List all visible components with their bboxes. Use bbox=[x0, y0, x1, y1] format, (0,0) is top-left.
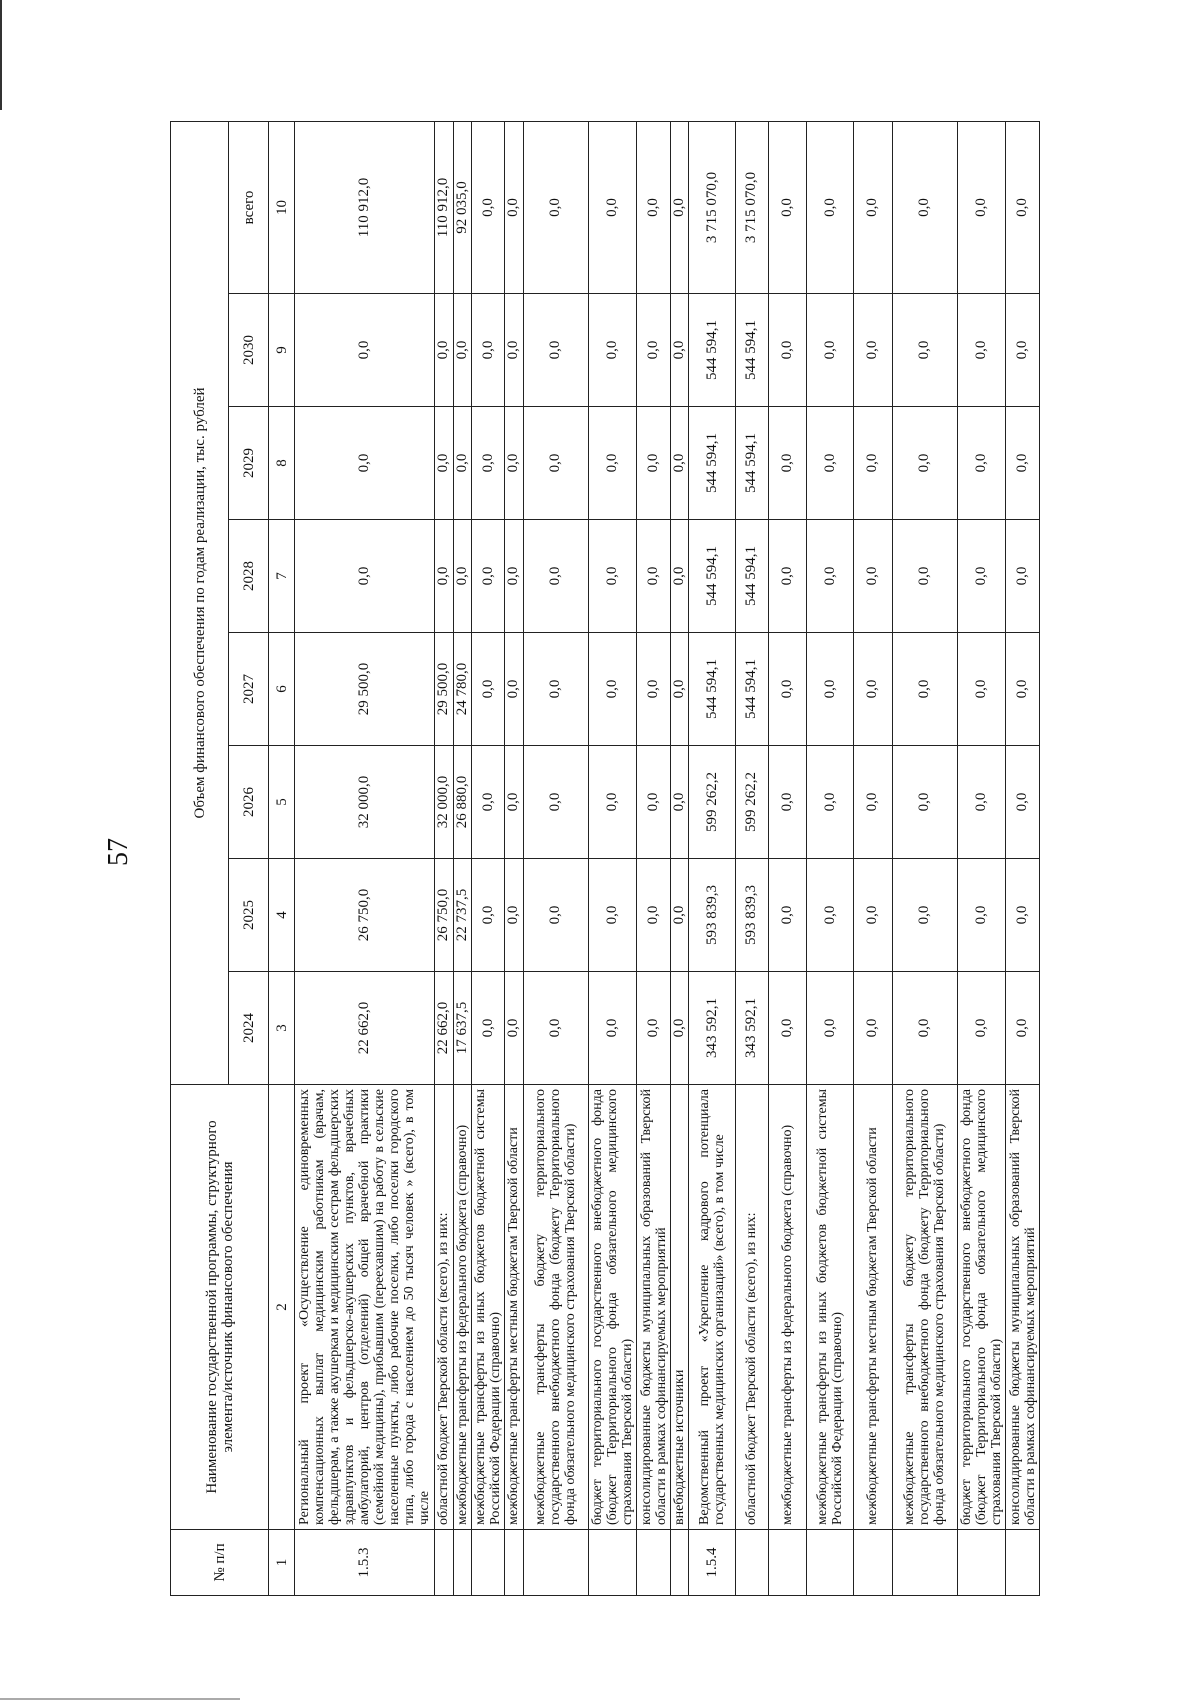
row-year-value: 0,0 bbox=[505, 633, 523, 746]
row-total-value: 92 035,0 bbox=[453, 121, 471, 293]
row-year-value: 0,0 bbox=[1006, 294, 1040, 407]
row-year-value: 0,0 bbox=[892, 407, 957, 520]
row-year-value: 0,0 bbox=[807, 972, 854, 1085]
index-cell: 4 bbox=[269, 859, 295, 972]
row-year-value: 0,0 bbox=[435, 520, 453, 633]
row-total-value: 110 912,0 bbox=[295, 121, 435, 293]
row-year-value: 0,0 bbox=[853, 972, 892, 1085]
scan-edge-mark bbox=[0, 0, 2, 110]
row-name: межбюджетные трансферты из иных бюджетов бюджетной системы Российской Федерации (справочно) bbox=[807, 1085, 854, 1530]
row-year-value: 0,0 bbox=[523, 407, 588, 520]
page-number: 57 bbox=[103, 838, 134, 866]
row-name: бюджет территориального государственного внебюджетного фонда (бюджет Территориального фонда обязательного медицинского страхования Тверской области) bbox=[588, 1085, 637, 1530]
row-year-value: 0,0 bbox=[523, 633, 588, 746]
row-year-value: 0,0 bbox=[505, 407, 523, 520]
header-year-2028: 2028 bbox=[229, 520, 269, 633]
row-year-value: 0,0 bbox=[853, 294, 892, 407]
row-number: 1.5.3 bbox=[295, 1530, 435, 1596]
row-year-value: 0,0 bbox=[523, 520, 588, 633]
row-year-value: 343 592,1 bbox=[736, 972, 769, 1085]
row-year-value: 0,0 bbox=[1006, 746, 1040, 859]
index-cell: 8 bbox=[269, 407, 295, 520]
row-year-value: 0,0 bbox=[768, 972, 807, 1085]
table-row bbox=[523, 121, 588, 1595]
row-year-value: 0,0 bbox=[453, 520, 471, 633]
row-year-value: 0,0 bbox=[435, 294, 453, 407]
header-year-2024: 2024 bbox=[229, 972, 269, 1085]
table-row bbox=[637, 121, 671, 1595]
row-year-value: 0,0 bbox=[670, 407, 688, 520]
row-total-value: 0,0 bbox=[892, 121, 957, 293]
row-number bbox=[453, 1530, 471, 1596]
row-year-value: 0,0 bbox=[853, 746, 892, 859]
row-year-value: 0,0 bbox=[588, 407, 637, 520]
row-total-value: 0,0 bbox=[471, 121, 505, 293]
row-year-value: 22 662,0 bbox=[435, 972, 453, 1085]
row-year-value: 0,0 bbox=[892, 746, 957, 859]
row-year-value: 0,0 bbox=[807, 746, 854, 859]
row-number: 1.5.4 bbox=[689, 1530, 736, 1596]
row-year-value: 0,0 bbox=[523, 972, 588, 1085]
row-year-value: 0,0 bbox=[670, 633, 688, 746]
row-name: областной бюджет Тверской области (всего), из них: bbox=[435, 1085, 453, 1530]
table-row bbox=[505, 121, 523, 1595]
row-year-value: 0,0 bbox=[588, 972, 637, 1085]
row-year-value: 593 839,3 bbox=[736, 859, 769, 972]
row-year-value: 0,0 bbox=[637, 972, 671, 1085]
row-year-value: 544 594,1 bbox=[736, 407, 769, 520]
table-row bbox=[435, 121, 453, 1595]
rotated-table-container bbox=[170, 122, 1040, 1596]
row-total-value: 0,0 bbox=[588, 121, 637, 293]
index-cell: 1 bbox=[269, 1530, 295, 1596]
row-number bbox=[670, 1530, 688, 1596]
row-year-value: 0,0 bbox=[1006, 859, 1040, 972]
row-year-value: 0,0 bbox=[588, 859, 637, 972]
row-year-value: 0,0 bbox=[295, 520, 435, 633]
row-name: межбюджетные трансферты бюджету территориального государственного внебюджетного фонда (бюджету Территориального фонда обязательного медицинского страхования Тверской области) bbox=[523, 1085, 588, 1530]
row-total-value: 3 715 070,0 bbox=[689, 121, 736, 293]
row-year-value: 0,0 bbox=[957, 294, 1006, 407]
row-number bbox=[435, 1530, 453, 1596]
row-number bbox=[892, 1530, 957, 1596]
row-year-value: 544 594,1 bbox=[736, 520, 769, 633]
header-year-2029: 2029 bbox=[229, 407, 269, 520]
table-row bbox=[807, 121, 854, 1595]
row-name: межбюджетные трансферты из иных бюджетов бюджетной системы Российской Федерации (справочно) bbox=[471, 1085, 505, 1530]
row-year-value: 0,0 bbox=[957, 407, 1006, 520]
row-name: межбюджетные трансферты из федерального бюджета (справочно) bbox=[453, 1085, 471, 1530]
row-name: межбюджетные трансферты бюджету территориального государственного внебюджетного фонда (бюджету Территориального фонда обязательного медицинского страхования Тверской области) bbox=[892, 1085, 957, 1530]
header-year-2027: 2027 bbox=[229, 633, 269, 746]
row-year-value: 26 750,0 bbox=[435, 859, 453, 972]
row-number bbox=[853, 1530, 892, 1596]
row-year-value: 0,0 bbox=[807, 520, 854, 633]
table-row bbox=[588, 121, 637, 1595]
row-year-value: 0,0 bbox=[768, 746, 807, 859]
row-year-value: 0,0 bbox=[670, 972, 688, 1085]
row-year-value: 0,0 bbox=[637, 407, 671, 520]
row-year-value: 0,0 bbox=[670, 859, 688, 972]
row-name: Региональный проект «Осуществление единовременных компенсационных выплат медицинским работникам (врачам, фельдшерам, а также акушеркам и медицинским сестрам фельдшерских здравпунктов и фельдшерско-акушерских пунктов, врачебных амбулаторий, центров (отделений) общей врачебной практики (семейной медицины), прибывшим (переехавшим) на работу в сельские населенные пункты, либо рабочие поселки, либо поселки городского типа, либо города с населением до 50 тысяч человек » (всего), в том числе bbox=[295, 1085, 435, 1530]
row-number bbox=[1006, 1530, 1040, 1596]
row-year-value: 0,0 bbox=[1006, 633, 1040, 746]
table-row bbox=[689, 121, 736, 1595]
row-year-value: 0,0 bbox=[853, 859, 892, 972]
row-year-value: 0,0 bbox=[892, 520, 957, 633]
row-number bbox=[505, 1530, 523, 1596]
index-cell: 7 bbox=[269, 520, 295, 633]
row-year-value: 599 262,2 bbox=[689, 746, 736, 859]
row-year-value: 0,0 bbox=[471, 972, 505, 1085]
table-row bbox=[892, 121, 957, 1595]
row-total-value: 110 912,0 bbox=[435, 121, 453, 293]
table-row bbox=[295, 121, 435, 1595]
row-year-value: 0,0 bbox=[768, 859, 807, 972]
row-year-value: 0,0 bbox=[471, 520, 505, 633]
header-year-2025: 2025 bbox=[229, 859, 269, 972]
row-year-value: 0,0 bbox=[957, 972, 1006, 1085]
row-name: бюджет территориального государственного внебюджетного фонда (бюджет Территориального фонда обязательного медицинского страхования Тверской области) bbox=[957, 1085, 1006, 1530]
row-year-value: 0,0 bbox=[892, 633, 957, 746]
row-number bbox=[471, 1530, 505, 1596]
row-year-value: 343 592,1 bbox=[689, 972, 736, 1085]
row-year-value: 0,0 bbox=[471, 633, 505, 746]
row-year-value: 0,0 bbox=[505, 520, 523, 633]
table-row bbox=[853, 121, 892, 1595]
row-number bbox=[637, 1530, 671, 1596]
row-year-value: 0,0 bbox=[1006, 972, 1040, 1085]
row-year-value: 26 880,0 bbox=[453, 746, 471, 859]
row-year-value: 29 500,0 bbox=[435, 633, 453, 746]
row-name: внебюджетные источники bbox=[670, 1085, 688, 1530]
row-year-value: 0,0 bbox=[523, 746, 588, 859]
row-year-value: 0,0 bbox=[768, 294, 807, 407]
header-name: Наименование государственной программы, структурного элемента/источник финансового обеспечения bbox=[171, 1085, 269, 1530]
row-year-value: 0,0 bbox=[807, 859, 854, 972]
row-year-value: 0,0 bbox=[505, 294, 523, 407]
row-year-value: 24 780,0 bbox=[453, 633, 471, 746]
row-year-value: 0,0 bbox=[637, 294, 671, 407]
row-year-value: 0,0 bbox=[505, 972, 523, 1085]
row-year-value: 0,0 bbox=[471, 294, 505, 407]
row-year-value: 0,0 bbox=[768, 407, 807, 520]
row-year-value: 26 750,0 bbox=[295, 859, 435, 972]
row-year-value: 0,0 bbox=[892, 972, 957, 1085]
row-year-value: 29 500,0 bbox=[295, 633, 435, 746]
row-year-value: 593 839,3 bbox=[689, 859, 736, 972]
row-year-value: 0,0 bbox=[295, 294, 435, 407]
row-year-value: 0,0 bbox=[588, 746, 637, 859]
row-total-value: 0,0 bbox=[1006, 121, 1040, 293]
index-cell: 9 bbox=[269, 294, 295, 407]
row-year-value: 0,0 bbox=[670, 520, 688, 633]
row-year-value: 0,0 bbox=[853, 407, 892, 520]
row-year-value: 0,0 bbox=[523, 859, 588, 972]
row-number bbox=[588, 1530, 637, 1596]
table-row bbox=[471, 121, 505, 1595]
table-row bbox=[957, 121, 1006, 1595]
row-year-value: 0,0 bbox=[807, 407, 854, 520]
index-cell: 10 bbox=[269, 121, 295, 293]
row-total-value: 0,0 bbox=[807, 121, 854, 293]
row-year-value: 0,0 bbox=[957, 520, 1006, 633]
row-year-value: 0,0 bbox=[588, 633, 637, 746]
row-year-value: 0,0 bbox=[471, 407, 505, 520]
row-year-value: 544 594,1 bbox=[736, 633, 769, 746]
row-year-value: 32 000,0 bbox=[295, 746, 435, 859]
index-cell: 5 bbox=[269, 746, 295, 859]
row-year-value: 0,0 bbox=[637, 859, 671, 972]
header-year-2030: 2030 bbox=[229, 294, 269, 407]
row-year-value: 599 262,2 bbox=[736, 746, 769, 859]
row-number bbox=[807, 1530, 854, 1596]
row-name: межбюджетные трансферты из федерального бюджета (справочно) bbox=[768, 1085, 807, 1530]
header-year-2026: 2026 bbox=[229, 746, 269, 859]
row-year-value: 0,0 bbox=[453, 294, 471, 407]
row-year-value: 0,0 bbox=[471, 746, 505, 859]
row-total-value: 0,0 bbox=[853, 121, 892, 293]
row-year-value: 22 737,5 bbox=[453, 859, 471, 972]
header-financing-group: Объем финансового обеспечения по годам реализации, тыс. рублей bbox=[171, 121, 229, 1084]
row-name: Ведомственный проект «Укрепление кадрового потенциала государственных медицинских организаций» (всего), в том числе bbox=[689, 1085, 736, 1530]
row-year-value: 0,0 bbox=[435, 407, 453, 520]
row-year-value: 0,0 bbox=[807, 633, 854, 746]
row-year-value: 0,0 bbox=[505, 859, 523, 972]
row-year-value: 0,0 bbox=[637, 633, 671, 746]
row-number bbox=[957, 1530, 1006, 1596]
row-total-value: 0,0 bbox=[637, 121, 671, 293]
row-year-value: 544 594,1 bbox=[689, 520, 736, 633]
table-row bbox=[453, 121, 471, 1595]
table-row bbox=[1006, 121, 1040, 1595]
row-year-value: 0,0 bbox=[1006, 520, 1040, 633]
row-year-value: 0,0 bbox=[853, 520, 892, 633]
row-total-value: 0,0 bbox=[505, 121, 523, 293]
table-row bbox=[736, 121, 769, 1595]
row-total-value: 0,0 bbox=[523, 121, 588, 293]
row-year-value: 544 594,1 bbox=[736, 294, 769, 407]
row-year-value: 0,0 bbox=[637, 746, 671, 859]
row-number bbox=[768, 1530, 807, 1596]
row-year-value: 22 662,0 bbox=[295, 972, 435, 1085]
row-year-value: 544 594,1 bbox=[689, 633, 736, 746]
index-cell: 2 bbox=[269, 1085, 295, 1530]
row-year-value: 544 594,1 bbox=[689, 407, 736, 520]
row-year-value: 0,0 bbox=[1006, 407, 1040, 520]
row-year-value: 0,0 bbox=[588, 520, 637, 633]
row-number bbox=[523, 1530, 588, 1596]
index-cell: 6 bbox=[269, 633, 295, 746]
row-year-value: 0,0 bbox=[853, 633, 892, 746]
header-no: № п/п bbox=[171, 1530, 269, 1596]
row-name: межбюджетные трансферты местным бюджетам Тверской области bbox=[505, 1085, 523, 1530]
row-number bbox=[736, 1530, 769, 1596]
row-name: межбюджетные трансферты местным бюджетам Тверской области bbox=[853, 1085, 892, 1530]
row-year-value: 0,0 bbox=[670, 746, 688, 859]
row-year-value: 32 000,0 bbox=[435, 746, 453, 859]
row-year-value: 0,0 bbox=[807, 294, 854, 407]
table-row bbox=[670, 121, 688, 1595]
row-year-value: 0,0 bbox=[471, 859, 505, 972]
row-name: консолидированные бюджеты муниципальных образований Тверской области в рамках софинансируемых мероприятий bbox=[637, 1085, 671, 1530]
row-year-value: 544 594,1 bbox=[689, 294, 736, 407]
row-year-value: 0,0 bbox=[957, 746, 1006, 859]
row-year-value: 0,0 bbox=[957, 859, 1006, 972]
row-name: консолидированные бюджеты муниципальных образований Тверской области в рамках софинансируемых мероприятий bbox=[1006, 1085, 1040, 1530]
header-total: всего bbox=[229, 121, 269, 293]
row-year-value: 0,0 bbox=[505, 746, 523, 859]
row-year-value: 0,0 bbox=[523, 294, 588, 407]
table-row bbox=[768, 121, 807, 1595]
row-year-value: 0,0 bbox=[453, 407, 471, 520]
row-total-value: 0,0 bbox=[768, 121, 807, 293]
row-total-value: 0,0 bbox=[670, 121, 688, 293]
row-year-value: 0,0 bbox=[892, 294, 957, 407]
row-total-value: 0,0 bbox=[957, 121, 1006, 293]
financing-table bbox=[170, 121, 1040, 1596]
row-total-value: 3 715 070,0 bbox=[736, 121, 769, 293]
row-year-value: 0,0 bbox=[295, 407, 435, 520]
table-body bbox=[295, 121, 1040, 1595]
row-year-value: 17 637,5 bbox=[453, 972, 471, 1085]
index-cell: 3 bbox=[269, 972, 295, 1085]
row-name: областной бюджет Тверской области (всего), из них: bbox=[736, 1085, 769, 1530]
row-year-value: 0,0 bbox=[892, 859, 957, 972]
row-year-value: 0,0 bbox=[768, 520, 807, 633]
row-year-value: 0,0 bbox=[957, 633, 1006, 746]
row-year-value: 0,0 bbox=[768, 633, 807, 746]
row-year-value: 0,0 bbox=[670, 294, 688, 407]
row-year-value: 0,0 bbox=[588, 294, 637, 407]
row-year-value: 0,0 bbox=[637, 520, 671, 633]
